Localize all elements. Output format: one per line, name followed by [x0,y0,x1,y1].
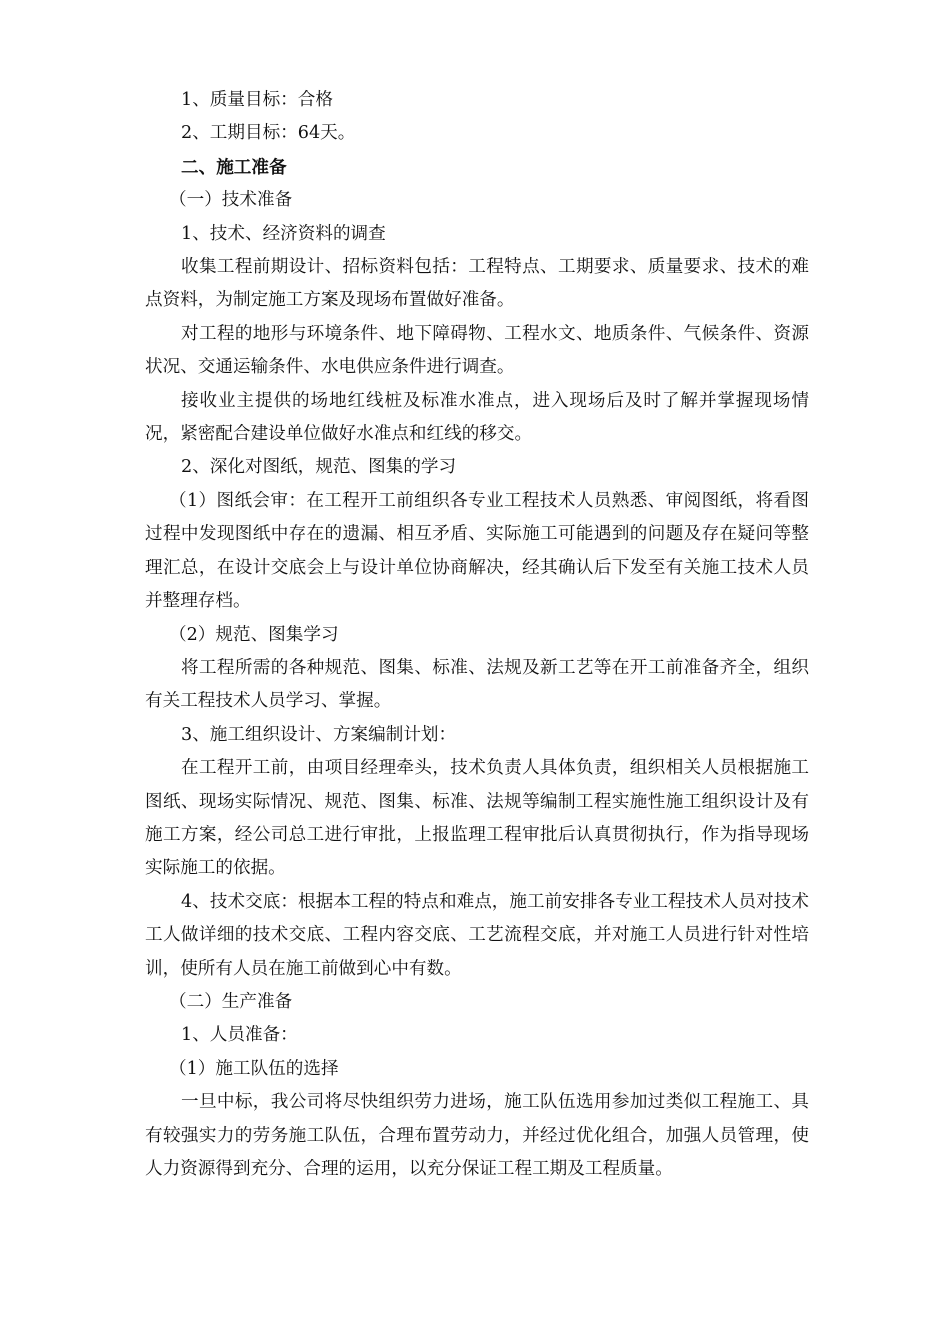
item-heading-plan-compilation: 3、施工组织设计、方案编制计划： [181,724,457,745]
document-body [145,84,809,1186]
paragraph-site-conditions: 对工程的地形与环境条件、地下障碍物、工程水文、地质条件、气候条件、资源状况、交通运输条件、水电供应条件进行调查。 [145,323,809,378]
subsection-heading-technical-prep: （一）技术准备 [169,190,293,211]
item-heading-personnel-prep: 1、人员准备： [181,1025,298,1046]
section-heading-construction-prep: 二、施工准备 [181,156,287,178]
paragraph-plan-compilation: 在工程开工前，由项目经理牵头，技术负责人具体负责，组织相关人员根据施工图纸、现场实际情况、规范、图集、标准、法规等编制工程实施性施工组织设计及有施工方案，经公司总工进行审批，上报监理工程审批后认真贯彻执行，作为指导现场实际施工的依据。 [145,758,809,879]
item-heading-data-survey: 1、技术、经济资料的调查 [181,223,386,244]
subsection-heading-production-prep: （二）生产准备 [169,991,293,1012]
paragraph-team-selection: 一旦中标，我公司将尽快组织劳力进场，施工队伍选用参加过类似工程施工、具有较强实力的劳务施工队伍，合理布置劳动力，并经过优化组合，加强人员管理，使人力资源得到充分、合理的运用，以充分保证工程工期及工程质量。 [145,1092,809,1179]
paragraph-schedule-goal: 2、工期目标：64天。 [181,123,356,144]
paragraph-red-line-handover: 接收业主提供的场地红线桩及标准水准点，进入现场后及时了解并掌握现场情况，紧密配合建设单位做好水准点和红线的移交。 [145,390,809,445]
paragraph-collect-design-data: 收集工程前期设计、招标资料包括：工程特点、工期要求、质量要求、技术的难点资料，为制定施工方案及现场布置做好准备。 [145,257,809,311]
item-heading-team-selection: （1）施工队伍的选择 [169,1058,339,1079]
paragraph-standards-prep: 将工程所需的各种规范、图集、标准、法规及新工艺等在开工前准备齐全，组织有关工程技术人员学习、掌握。 [145,657,809,712]
paragraph-quality-goal: 1、质量目标：合格 [181,90,333,110]
item-heading-standards-study: （2）规范、图集学习 [169,624,339,645]
paragraph-drawing-review: （1）图纸会审：在工程开工前组织各专业工程技术人员熟悉、审阅图纸，将看图过程中发现图纸中存在的遗漏、相互矛盾、实际施工可能遇到的问题及存在疑问等整理汇总，在设计交底会上与设计单位协商解决，经其确认后下发至有关施工技术人员并整理存档。 [145,490,809,612]
item-heading-drawing-study: 2、深化对图纸，规范、图集的学习 [181,457,457,478]
paragraph-technical-disclosure: 4、技术交底：根据本工程的特点和难点，施工前安排各专业工程技术人员对技术工人做详细的技术交底、工程内容交底、工艺流程交底，并对施工人员进行针对性培训，使所有人员在施工前做到心中有数。 [145,891,809,979]
